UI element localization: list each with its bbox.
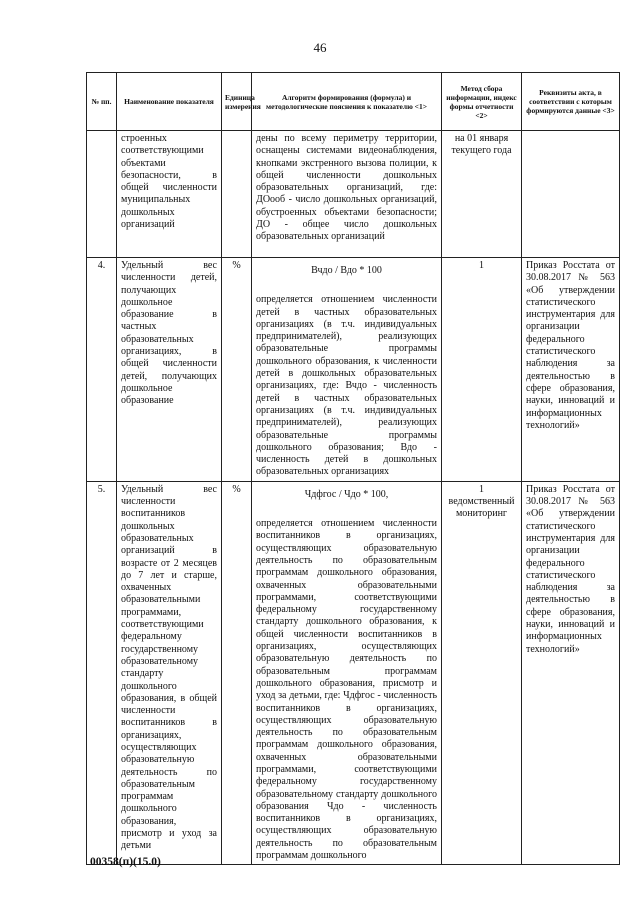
row-method: 1 ведомственный мониторинг bbox=[442, 481, 522, 865]
header-name: Наименование показателя bbox=[117, 73, 222, 131]
row-algorithm: дены по всему периметру территории, оснащены системами видеонаблюдения, кнопками экстренного вызова полиции, к общей численности дошкольных образовательных организаций, где: ДОооб - число дошкольных организаций, обустроенных объектами безопасности; ДО - общее число дошкольных образовательных организаций bbox=[256, 133, 437, 243]
row-method: на 01 января текущего года bbox=[442, 131, 522, 258]
row-name: Удельный вес численности воспитанников дошкольных образовательных организаций в возрасте от 2 месяцев до 7 лет и старше, охваченных образовательными программами, соответствующими федеральному государственному образовательному стандарту дошкольного образования, в общей численности воспитанников в организациях, осуществляющих образовательную деятельность по образовательным программам дошкольного образования, присмотр и уход за детьми bbox=[117, 481, 222, 865]
header-algorithm: Алгоритм формирования (формула) и методологические пояснения к показателю <1> bbox=[252, 73, 442, 131]
document-code: 00358(п)(15.0) bbox=[90, 856, 161, 868]
row-num: 5. bbox=[87, 481, 117, 865]
header-requisites: Реквизиты акта, в соответствии с которым формируются данные <3> bbox=[522, 73, 620, 131]
row-unit: % bbox=[222, 258, 252, 482]
row-requisites: Приказ Росстата от 30.08.2017 № 563 «Об утверждении статистического инструментария для организации федерального статистического наблюдения за деятельностью в сфере образования, науки, инноваций и информационных технологий» bbox=[522, 258, 620, 482]
row-num: 4. bbox=[87, 258, 117, 482]
row-algorithm: определяется отношением численности воспитанников в организациях, осуществляющих образовательную деятельность по образовательным программам дошкольного образования, охваченных образовательными программами, соответствующими федеральному государственному стандарту дошкольного образования, к общей численности воспитанников в организациях, осуществляющих образовательную деятельность по образовательным программам дошкольного образования, присмотр и уход за детьми, где: Чдфгос - численность воспитанников в организациях, осуществляющих образовательную деятельность по образовательным программам дошкольного образования, охваченных образовательными программами, соответствующими федеральному государственному образовательному стандарту дошкольного образования Чдо - численность воспитанников в организациях, осуществляющих образовательную деятельность по образовательным программам дошкольного bbox=[256, 518, 437, 862]
header-unit: Единица измерения bbox=[222, 73, 252, 131]
row-name: строенных соответствующими объектами безопасности, в общей численности муниципальных дошкольных организаций bbox=[117, 131, 222, 258]
indicator-table bbox=[86, 72, 620, 865]
row-unit: % bbox=[222, 481, 252, 865]
row-method: 1 bbox=[442, 258, 522, 482]
row-algorithm: определяется отношением численности детей в частных образовательных организациях (в т.ч. индивидуальных предпринимателей), реализующих образовательные программы дошкольного образования, к численности детей в дошкольных образовательных организациях, где: Вчдо - численность детей в частных образовательных организациях (в т.ч. индивидуальных предпринимателей), реализующих образовательные программы дошкольного образования; Вдо - численность детей в дошкольных образовательных организациях bbox=[256, 294, 437, 478]
row-requisites bbox=[522, 131, 620, 258]
row-unit bbox=[222, 131, 252, 258]
header-num: № пп. bbox=[87, 73, 117, 131]
page-number: 46 bbox=[313, 40, 327, 55]
row-formula: Чдфгос / Чдо * 100, bbox=[304, 488, 389, 500]
table-header-row bbox=[87, 73, 620, 131]
row-requisites: Приказ Росстата от 30.08.2017 № 563 «Об утверждении статистического инструментария для организации федерального статистического наблюдения за деятельностью в сфере образования, науки, инноваций и информационных технологий» bbox=[522, 481, 620, 865]
row-name: Удельный вес численности детей, получающих дошкольное образование в частных образовательных организациях, в общей численности детей, получающих дошкольное образование bbox=[117, 258, 222, 482]
table-row bbox=[87, 258, 620, 482]
row-formula: Вчдо / Вдо * 100 bbox=[311, 265, 382, 276]
header-method: Метод сбора информации, индекс формы отчетности <2> bbox=[442, 73, 522, 131]
table-row bbox=[87, 131, 620, 258]
table-row bbox=[87, 481, 620, 865]
row-num bbox=[87, 131, 117, 258]
